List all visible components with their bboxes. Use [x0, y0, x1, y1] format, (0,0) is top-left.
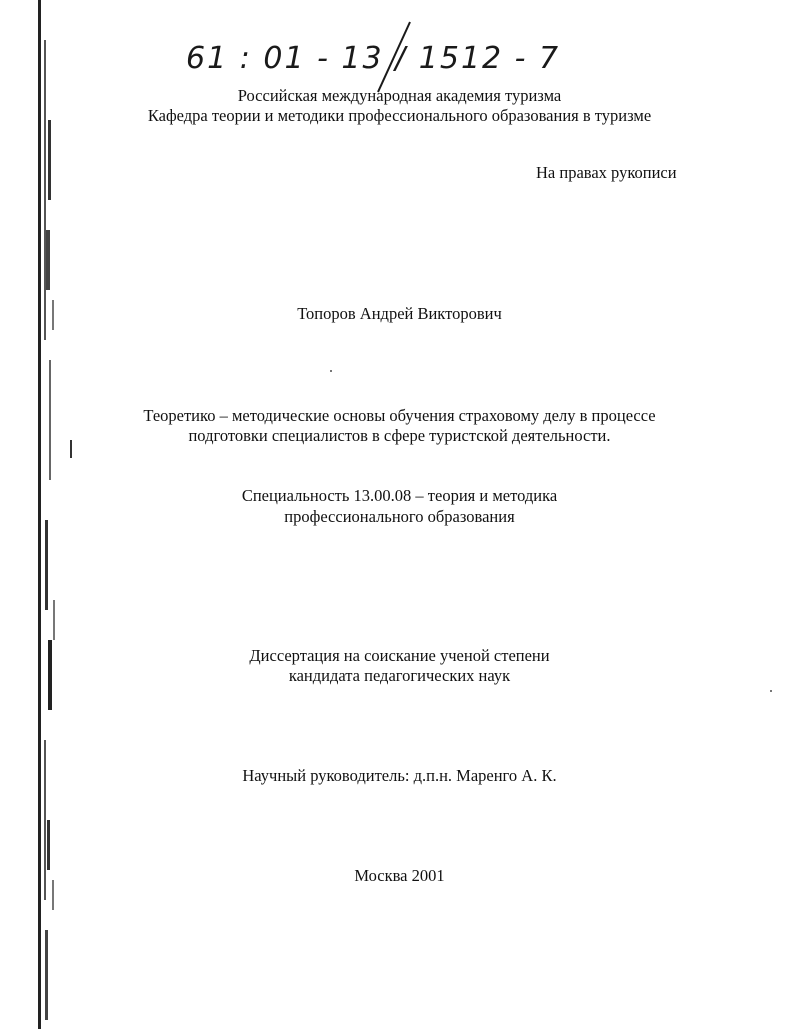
- department-name: Кафедра теории и методики профессионального образования в туризме: [147, 106, 652, 125]
- handwritten-note-text: 61 : 01 - 13 / 1512 - 7: [186, 41, 561, 76]
- academy-name: Российская международная академия туризма: [237, 86, 562, 105]
- degree-line-2: кандидата педагогических наук: [288, 666, 511, 685]
- scan-speck: [770, 690, 772, 692]
- rights-notice: На правах рукописи: [536, 163, 677, 182]
- specialty-line-1: Специальность 13.00.08 – теория и методика: [241, 486, 558, 505]
- degree-line-1: Диссертация на соискание ученой степени: [249, 646, 550, 665]
- dissertation-title-line-2: подготовки специалистов в сфере туристской деятельности.: [188, 426, 611, 445]
- scientific-supervisor: Научный руководитель: д.п.н. Маренго А. К.: [242, 766, 557, 785]
- specialty-line-2: профессионального образования: [284, 507, 515, 526]
- place-and-year: Москва 2001: [354, 866, 445, 885]
- scan-speck: [330, 370, 332, 372]
- author-name: Топоров Андрей Викторович: [297, 304, 502, 323]
- dissertation-title-line-1: Теоретико – методические основы обучения страховому делу в процессе: [143, 406, 656, 425]
